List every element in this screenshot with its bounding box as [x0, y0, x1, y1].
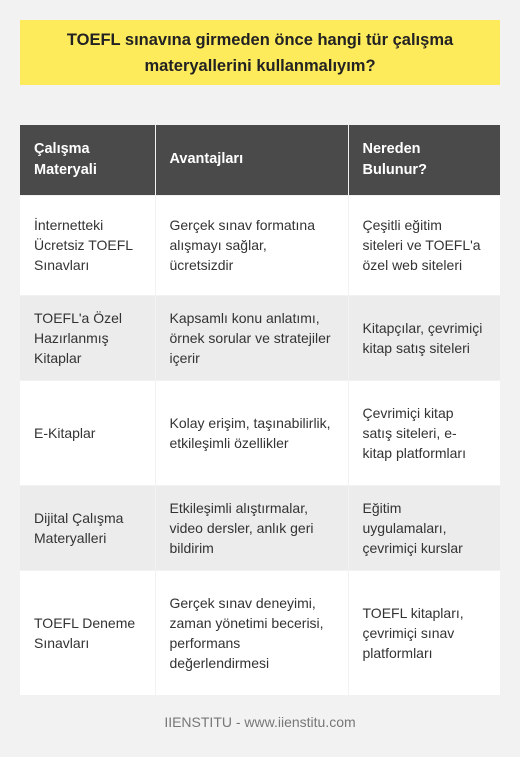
table-row — [20, 380, 500, 485]
cell-material: TOEFL Deneme Sınavları — [20, 570, 155, 695]
cell-advantages: Kolay erişim, taşınabilirlik, etkileşimli özellikler — [155, 380, 348, 485]
table-row — [20, 570, 500, 695]
header-material: Çalışma Materyali — [20, 125, 155, 195]
cell-where-to-find: Çevrimiçi kitap satış siteleri, e-kitap platformları — [348, 380, 500, 485]
table-row — [20, 295, 500, 380]
header-where-to-find: Nereden Bulunur? — [348, 125, 500, 195]
cell-where-to-find: Çeşitli eğitim siteleri ve TOEFL'a özel web siteleri — [348, 195, 500, 295]
cell-where-to-find: Eğitim uygulamaları, çevrimiçi kurslar — [348, 485, 500, 570]
table-header-row — [20, 125, 500, 195]
header-advantages: Avantajları — [155, 125, 348, 195]
cell-advantages: Kapsamlı konu anlatımı, örnek sorular ve stratejiler içerir — [155, 295, 348, 380]
cell-where-to-find: Kitapçılar, çevrimiçi kitap satış siteleri — [348, 295, 500, 380]
cell-material: İnternetteki Ücretsiz TOEFL Sınavları — [20, 195, 155, 295]
page-title: TOEFL sınavına girmeden önce hangi tür çalışma materyallerini kullanmalıyım? — [20, 20, 500, 85]
table-row — [20, 195, 500, 295]
cell-material: TOEFL'a Özel Hazırlanmış Kitaplar — [20, 295, 155, 380]
footer-credit: IIENSTITU - www.iienstitu.com — [164, 714, 356, 730]
cell-advantages: Gerçek sınav formatına alışmayı sağlar, ücretsizdir — [155, 195, 348, 295]
table-row — [20, 485, 500, 570]
cell-where-to-find: TOEFL kitapları, çevrimiçi sınav platformları — [348, 570, 500, 695]
cell-advantages: Gerçek sınav deneyimi, zaman yönetimi becerisi, performans değerlendirmesi — [155, 570, 348, 695]
materials-table — [20, 125, 500, 695]
cell-material: Dijital Çalışma Materyalleri — [20, 485, 155, 570]
cell-material: E-Kitaplar — [20, 380, 155, 485]
cell-advantages: Etkileşimli alıştırmalar, video dersler, anlık geri bildirim — [155, 485, 348, 570]
materials-table-container — [20, 125, 500, 695]
